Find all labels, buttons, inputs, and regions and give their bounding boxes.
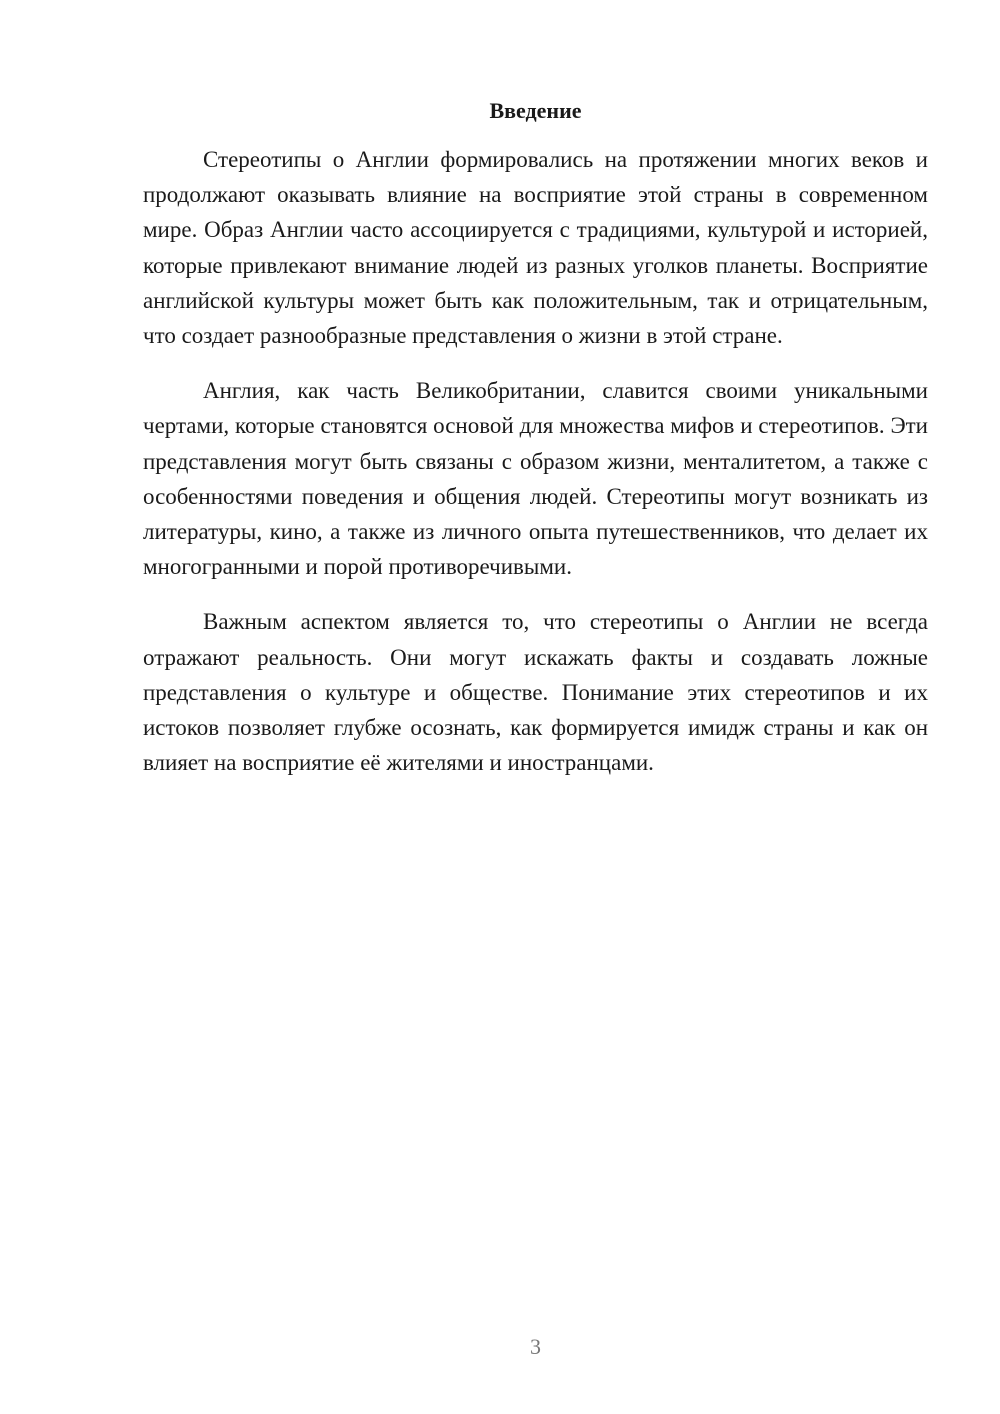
paragraph-2: Англия, как часть Великобритании, славится своими уникальными чертами, которые становятся основой для множества мифов и стереотипов. Эти представления могут быть связаны с образом жизни, менталитетом, а также с особенностями поведения и общения людей. Стереотипы могут возникать из литературы, кино, а также из личного опыта путешественников, что делает их многогранными и порой противоречивыми. bbox=[143, 378, 928, 580]
page-number: 3 bbox=[530, 1334, 541, 1359]
body-text bbox=[143, 142, 928, 800]
section-title: Введение bbox=[489, 98, 582, 123]
paragraph-3: Важным аспектом является то, что стереотипы о Англии не всегда отражают реальность. Они могут искажать факты и создавать ложные представления о культуре и обществе. Понимание этих стереотипов и их истоков позволяет глубже осознать, как формируется имидж страны и как он влияет на восприятие её жителями и иностранцами. bbox=[143, 609, 928, 776]
paragraph-1: Стереотипы о Англии формировались на протяжении многих веков и продолжают оказывать влияние на восприятие этой страны в современном мире. Образ Англии часто ассоциируется с традициями, культурой и историей, которые привлекают внимание людей из разных уголков планеты. Восприятие английской культуры может быть как положительным, так и отрицательным, что создает разнообразные представления о жизни в этой стране. bbox=[143, 147, 928, 349]
